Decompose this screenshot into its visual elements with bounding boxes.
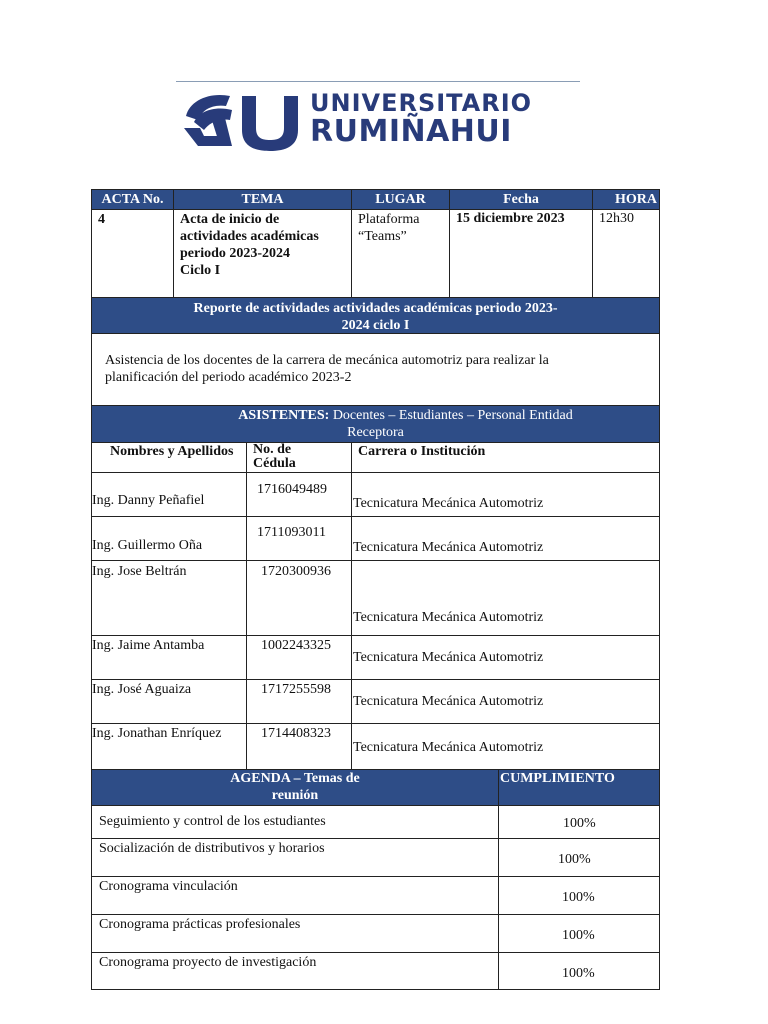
attendee-carrera: Tecnicatura Mecánica Automotriz: [353, 540, 544, 555]
attendee-cedula-cell: [246, 560, 352, 636]
attendee-carrera-cell: [351, 635, 660, 680]
fecha-label: Fecha: [503, 192, 539, 207]
agenda-header: [91, 769, 499, 806]
agenda-item-cell: [91, 914, 499, 953]
logo-text-ruminahui: RUMIÑAHUI: [310, 114, 512, 149]
reporte-body-line2: planificación del periodo académico 2023-2: [105, 370, 352, 385]
agenda-cumplimiento: 100%: [562, 928, 595, 943]
attendee-name-cell: [91, 679, 247, 724]
university-logo: [180, 88, 550, 152]
logo-mark-icon: [180, 88, 305, 152]
asistentes-desc-line2: Receptora: [347, 425, 404, 440]
col-nombres-header: [91, 442, 247, 473]
agenda-item: Cronograma proyecto de investigación: [99, 955, 317, 970]
agenda-cumplimiento-cell: [498, 876, 660, 915]
attendee-name-cell: [91, 560, 247, 636]
attendee-name: Ing. Jonathan Enríquez: [92, 726, 222, 741]
nombres-label: Nombres y Apellidos: [110, 444, 234, 459]
agenda-cumplimiento: 100%: [563, 816, 596, 831]
col-cedula-header: [246, 442, 352, 473]
tema-line: periodo 2023-2024: [180, 246, 291, 261]
attendee-cedula-cell: [246, 679, 352, 724]
attendee-name: Ing. Jose Beltrán: [92, 564, 187, 579]
agenda-title-line1: AGENDA – Temas de: [230, 771, 360, 786]
agenda-title-line2: reunión: [271, 788, 319, 803]
attendee-name: Ing. Danny Peñafiel: [92, 493, 205, 508]
agenda-item: Seguimiento y control de los estudiantes: [99, 814, 326, 829]
fecha-value: 15 diciembre 2023: [456, 211, 565, 226]
cedula-label-line2: Cédula: [253, 456, 296, 471]
hora-label: HORA: [615, 192, 657, 207]
col-fecha-header: [449, 189, 593, 210]
agenda-item-cell: [91, 952, 499, 990]
cumplimiento-header: [498, 769, 660, 806]
hora-cell: [592, 209, 660, 298]
reporte-header: [91, 297, 660, 334]
attendee-carrera-cell: [351, 516, 660, 561]
agenda-cumplimiento-cell: [498, 952, 660, 990]
attendee-name: Ing. José Aguaiza: [92, 682, 192, 697]
attendee-carrera: Tecnicatura Mecánica Automotriz: [353, 650, 544, 665]
attendee-cedula-cell: [246, 516, 352, 561]
attendee-carrera-cell: [351, 679, 660, 724]
attendee-carrera-cell: [351, 723, 660, 770]
attendee-carrera: Tecnicatura Mecánica Automotriz: [353, 610, 544, 625]
tema-cell: [173, 209, 352, 298]
col-hora-header: [592, 189, 660, 210]
asistentes-label: ASISTENTES:: [238, 408, 330, 423]
attendee-cedula: 1717255598: [261, 682, 331, 697]
attendee-name: Ing. Jaime Antamba: [92, 638, 205, 653]
attendee-cedula: 1714408323: [261, 726, 331, 741]
attendee-cedula-cell: [246, 723, 352, 770]
asistentes-desc-line1: Docentes – Estudiantes – Personal Entidad: [329, 408, 573, 423]
agenda-cumplimiento: 100%: [562, 890, 595, 905]
attendee-cedula: 1711093011: [257, 525, 326, 540]
header-rule: [176, 81, 580, 82]
agenda-item: Cronograma prácticas profesionales: [99, 917, 301, 932]
col-tema-header: [173, 189, 352, 210]
attendee-carrera-cell: [351, 560, 660, 636]
attendee-name-cell: [91, 723, 247, 770]
agenda-cumplimiento-cell: [498, 805, 660, 839]
reporte-body: [91, 333, 660, 406]
col-lugar-header: [351, 189, 450, 210]
hora-value: 12h30: [599, 211, 634, 226]
agenda-cumplimiento: 100%: [562, 966, 595, 981]
reporte-body-line1: Asistencia de los docentes de la carrera de mecánica automotriz para realizar la: [105, 353, 549, 368]
acta-no-label: ACTA No.: [101, 192, 164, 207]
agenda-cumplimiento-cell: [498, 914, 660, 953]
attendee-cedula-cell: [246, 472, 352, 517]
tema-line: actividades académicas: [180, 229, 319, 244]
cumplimiento-label: CUMPLIMIENTO: [500, 771, 615, 786]
reporte-title-line2: 2024 ciclo I: [341, 318, 410, 333]
col-acta-no-header: [91, 189, 174, 210]
attendee-cedula-cell: [246, 635, 352, 680]
tema-label: TEMA: [241, 192, 284, 207]
attendee-carrera: Tecnicatura Mecánica Automotriz: [353, 740, 544, 755]
attendee-name: Ing. Guillermo Oña: [92, 538, 203, 553]
acta-no-cell: [91, 209, 174, 298]
attendee-cedula: 1720300936: [261, 564, 331, 579]
attendee-cedula: 1716049489: [257, 482, 327, 497]
agenda-item-cell: [91, 838, 499, 877]
tema-line: Ciclo I: [180, 263, 221, 278]
agenda-item-cell: [91, 805, 499, 839]
agenda-cumplimiento-cell: [498, 838, 660, 877]
fecha-cell: [449, 209, 593, 298]
acta-no-value: 4: [98, 212, 105, 227]
cedula-label-line1: No. de: [253, 442, 292, 457]
attendee-name-cell: [91, 516, 247, 561]
lugar-label: LUGAR: [375, 192, 426, 207]
lugar-line: “Teams”: [358, 229, 407, 244]
agenda-cumplimiento: 100%: [558, 852, 591, 867]
lugar-cell: [351, 209, 450, 298]
lugar-line: Plataforma: [358, 212, 420, 227]
col-carrera-header: [351, 442, 660, 473]
attendee-carrera: Tecnicatura Mecánica Automotriz: [353, 496, 544, 511]
logo-text-universitario: UNIVERSITARIO: [310, 89, 533, 117]
asistentes-header: [91, 405, 660, 443]
agenda-item: Cronograma vinculación: [99, 879, 238, 894]
attendee-name-cell: [91, 635, 247, 680]
tema-line: Acta de inicio de: [180, 212, 280, 227]
attendee-carrera: Tecnicatura Mecánica Automotriz: [353, 694, 544, 709]
agenda-item-cell: [91, 876, 499, 915]
attendee-name-cell: [91, 472, 247, 517]
attendee-carrera-cell: [351, 472, 660, 517]
agenda-item: Socialización de distributivos y horarios: [99, 841, 325, 856]
carrera-label: Carrera o Institución: [358, 444, 486, 459]
reporte-title-line1: Reporte de actividades actividades académicas periodo 2023-: [193, 301, 558, 316]
attendee-cedula: 1002243325: [261, 638, 331, 653]
